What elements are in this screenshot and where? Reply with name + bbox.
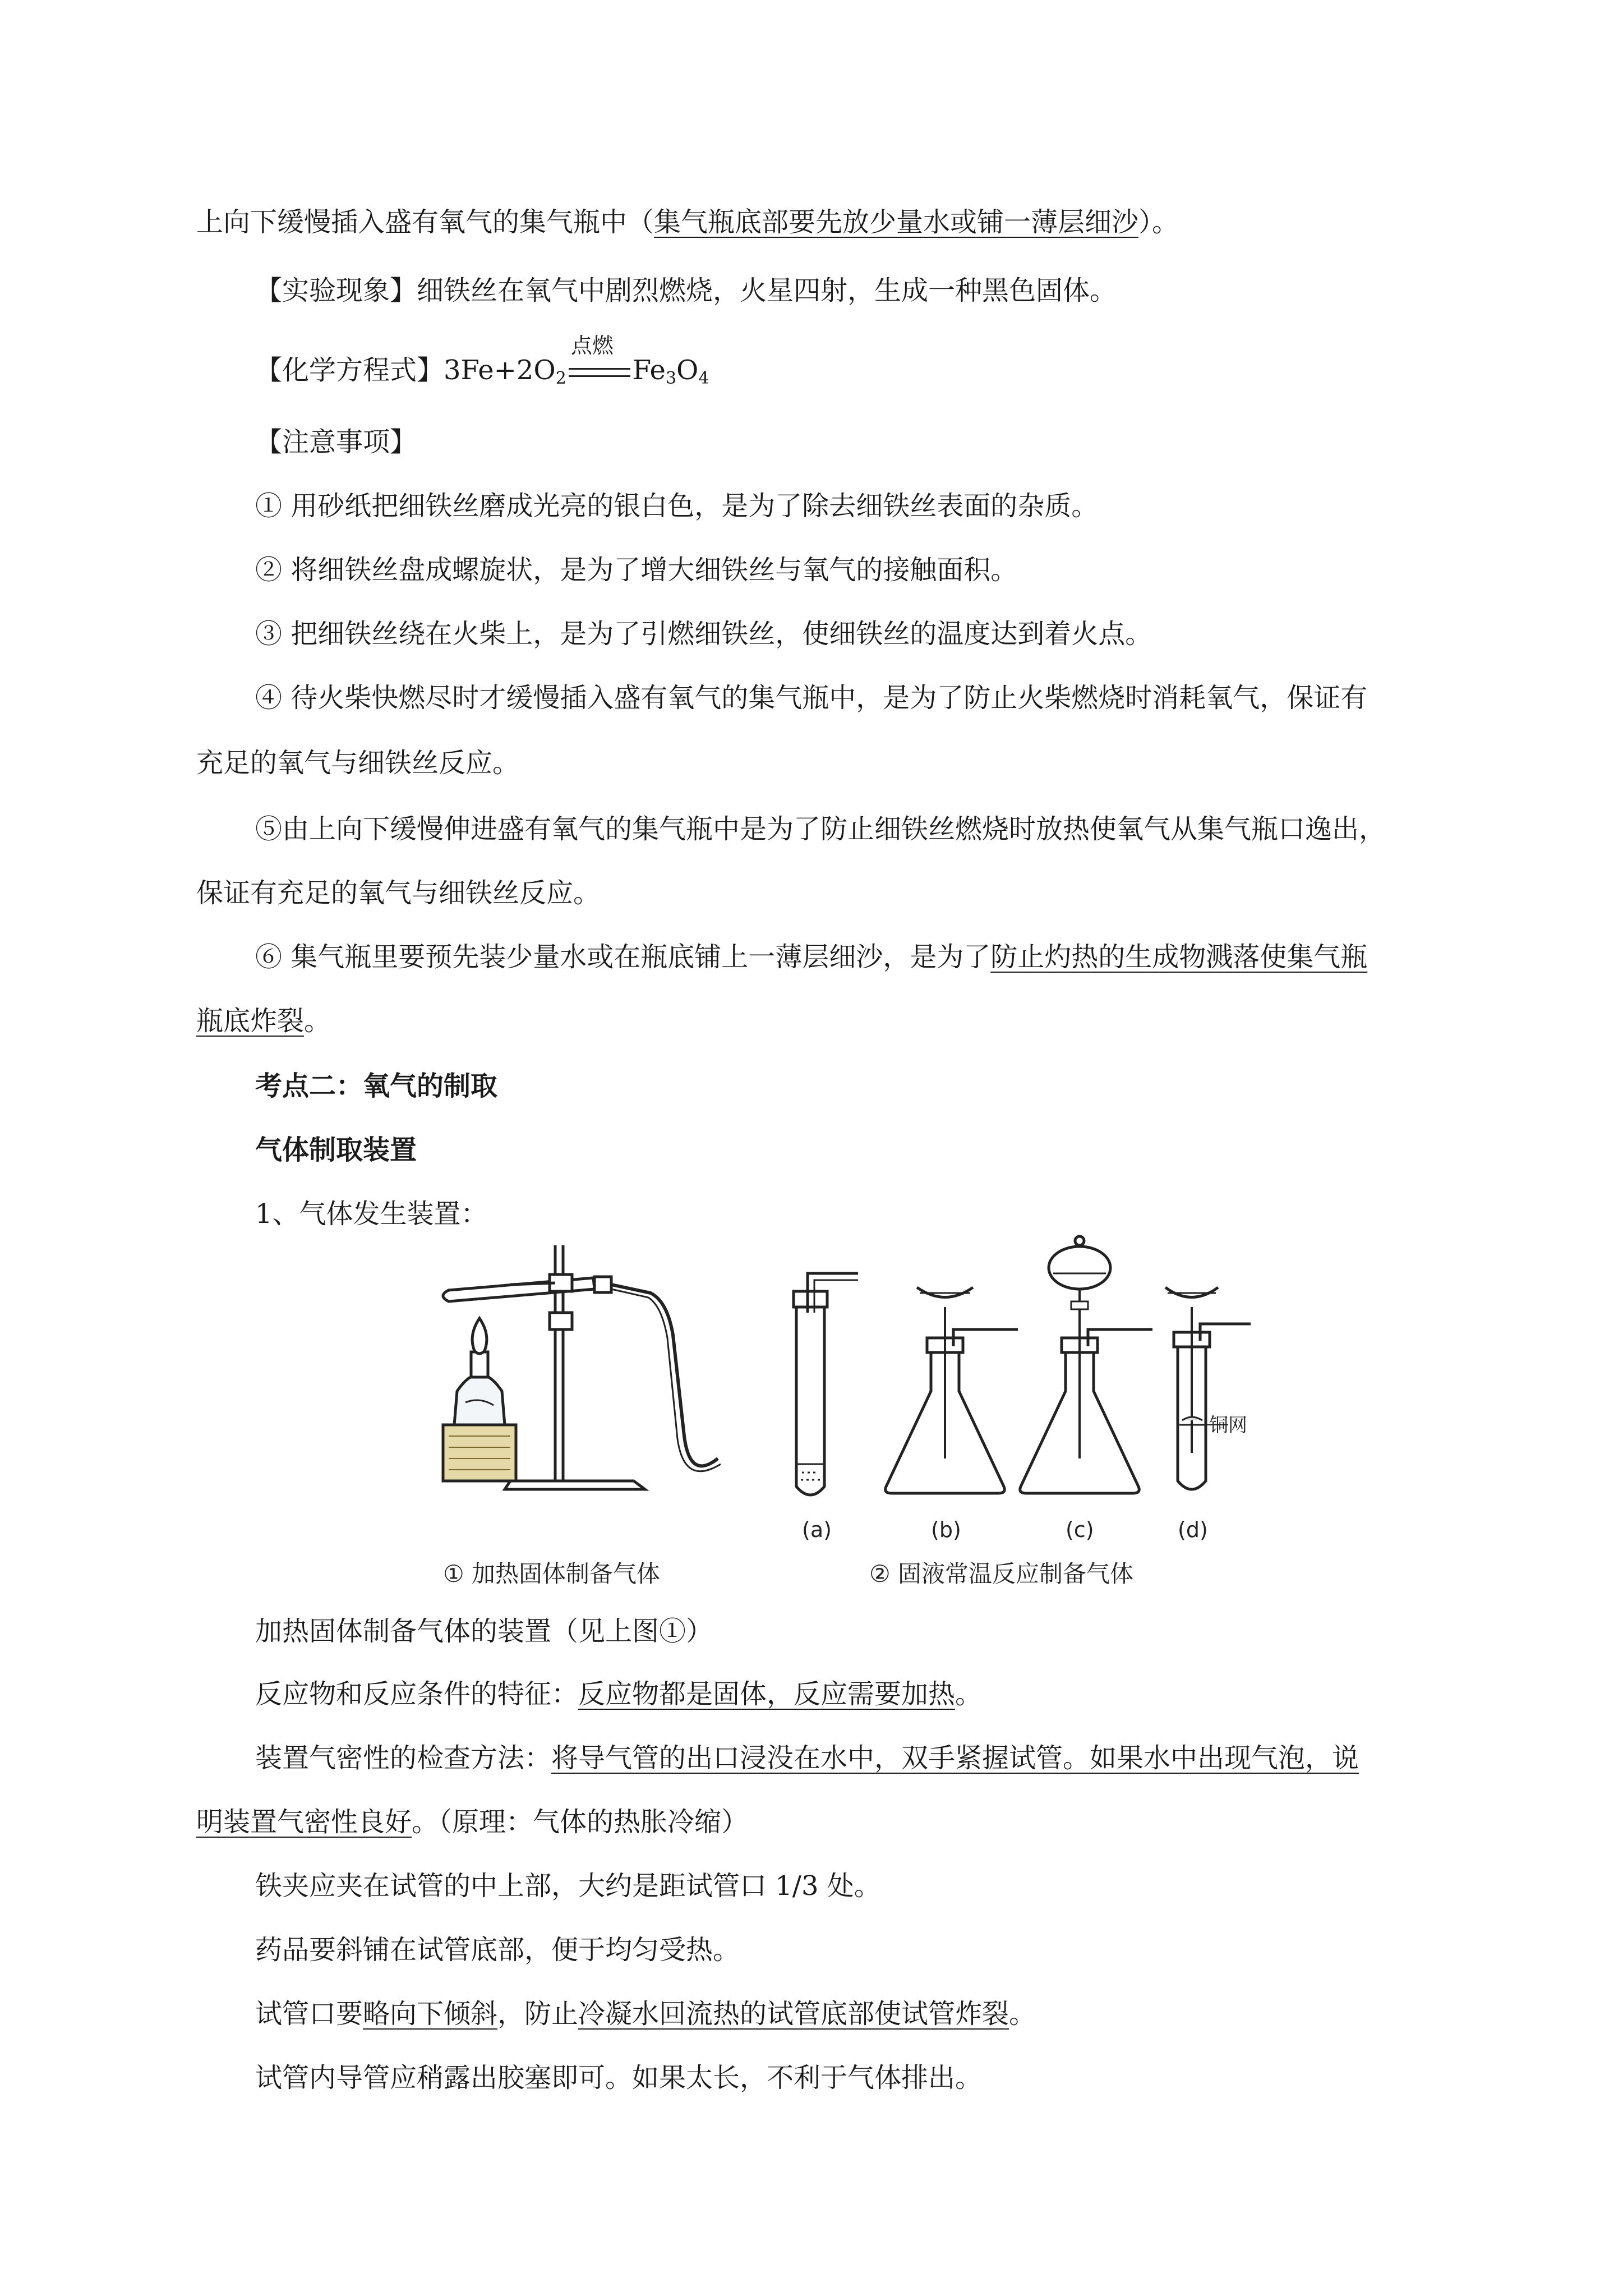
underlined-answer: 防止灼热的生成物溅落使集气瓶 bbox=[990, 941, 1368, 973]
section-heading: 考点二：氧气的制取 bbox=[255, 1070, 498, 1102]
note-item bbox=[255, 940, 1367, 974]
caption-heating: ① 加热固体制备气体 bbox=[443, 1560, 661, 1588]
underlined-answer: 略向下倾斜 bbox=[363, 1998, 498, 2030]
reaction-condition: 点燃 bbox=[570, 333, 614, 358]
clamp-line: 铁夹应夹在试管的中上部，大约是距试管口 1/3 处。 bbox=[255, 1870, 881, 1902]
equation-product: Fe bbox=[632, 355, 666, 386]
underlined-answer: 集气瓶底部要先放少量水或铺一薄层细沙 bbox=[654, 206, 1139, 238]
text-segment: 上向下缓慢插入盛有氧气的集气瓶中（ bbox=[196, 206, 654, 238]
text-segment: ⑥ 集气瓶里要预先装少量水或在瓶底铺上一薄层细沙，是为了 bbox=[255, 941, 991, 973]
text-line bbox=[196, 205, 1179, 239]
equation-product: O bbox=[676, 355, 699, 386]
text-segment: ）。 bbox=[1138, 206, 1179, 238]
label-c: (c) bbox=[1066, 1517, 1094, 1542]
underlined-answer: 冷凝水回流热的试管底部使试管炸裂 bbox=[578, 1998, 1009, 2030]
apparatus-b bbox=[886, 1287, 1018, 1493]
feature-line bbox=[255, 1677, 982, 1711]
apparatus-c bbox=[1020, 1236, 1152, 1493]
note-item: ② 将细铁丝盘成螺旋状，是为了增大细铁丝与氧气的接触面积。 bbox=[255, 554, 1018, 586]
figure-reference: 加热固体制备气体的装置（见上图①） bbox=[255, 1616, 713, 1647]
text-segment: ，防止 bbox=[497, 1998, 579, 2030]
equation-line bbox=[255, 333, 709, 395]
equation-reactants: 【化学方程式】3Fe+2O bbox=[255, 355, 556, 386]
apparatus-d bbox=[1165, 1287, 1251, 1489]
note-item: ⑤由上向下缓慢伸进盛有氧气的集气瓶中是为了防止细铁丝燃烧时放热使氧气从集气瓶口逸出， bbox=[255, 813, 1386, 845]
reaction-arrow bbox=[566, 333, 633, 387]
delivery-tube-line: 试管内导管应稍露出胶塞即可。如果太长，不利于气体排出。 bbox=[255, 2062, 983, 2093]
apparatus-figure bbox=[426, 1223, 1267, 1604]
note-item: ③ 把细铁丝绕在火柴上，是为了引燃细铁丝，使细铁丝的温度达到着火点。 bbox=[255, 618, 1152, 650]
caption-solid-liquid: ② 固液常温反应制备气体 bbox=[869, 1560, 1134, 1588]
subscript: 2 bbox=[555, 369, 566, 388]
label-d: (d) bbox=[1178, 1517, 1208, 1542]
subscript: 4 bbox=[698, 369, 709, 388]
note-item-continued: 保证有充足的氧气与细铁丝反应。 bbox=[196, 877, 601, 909]
text-segment: 试管口要 bbox=[255, 1998, 363, 2030]
apparatus-a bbox=[794, 1273, 858, 1495]
text-segment: 装置气密性的检查方法： bbox=[255, 1742, 552, 1774]
note-item: ① 用砂纸把细铁丝磨成光亮的银白色，是为了除去细铁丝表面的杂质。 bbox=[255, 490, 1099, 522]
label-b: (b) bbox=[931, 1517, 961, 1542]
underlined-answer: 将导气管的出口浸没在水中，双手紧握试管。如果水中出现气泡，说 bbox=[551, 1742, 1359, 1774]
underlined-answer: 瓶底炸裂 bbox=[196, 1005, 305, 1037]
heating-apparatus bbox=[443, 1245, 721, 1489]
tube-mouth-line bbox=[255, 1997, 1036, 2031]
underlined-answer: 反应物都是固体，反应需要加热 bbox=[578, 1678, 956, 1710]
copper-mesh-label: 铜网 bbox=[1209, 1414, 1247, 1437]
text-segment: 。 bbox=[304, 1005, 331, 1037]
drug-line: 药品要斜铺在试管底部，便于均匀受热。 bbox=[255, 1934, 740, 1966]
text-segment: 反应物和反应条件的特征： bbox=[255, 1678, 579, 1710]
text-segment: 。 bbox=[1009, 1998, 1036, 2030]
airtightness-line-continued bbox=[196, 1805, 748, 1839]
subsection-heading: 气体制取装置 bbox=[255, 1134, 417, 1166]
text-segment: 。（原理：气体的热胀冷缩） bbox=[412, 1806, 749, 1838]
phenomenon-line: 【实验现象】细铁丝在氧气中剧烈燃烧，火星四射，生成一种黑色固体。 bbox=[255, 275, 1117, 306]
airtightness-line bbox=[255, 1741, 1359, 1775]
text-segment: 。 bbox=[955, 1678, 983, 1710]
note-item-continued bbox=[196, 1004, 331, 1038]
note-item: ④ 待火柴快燃尽时才缓慢插入盛有氧气的集气瓶中，是为了防止火柴燃烧时消耗氧气，保证有 bbox=[255, 682, 1368, 714]
notes-heading: 【注意事项】 bbox=[255, 426, 417, 458]
underlined-answer: 明装置气密性良好 bbox=[196, 1806, 412, 1838]
label-a: (a) bbox=[802, 1517, 832, 1542]
subscript: 3 bbox=[665, 369, 677, 388]
list-heading: 1、气体发生装置： bbox=[255, 1198, 488, 1230]
note-item-continued: 充足的氧气与细铁丝反应。 bbox=[196, 747, 520, 779]
